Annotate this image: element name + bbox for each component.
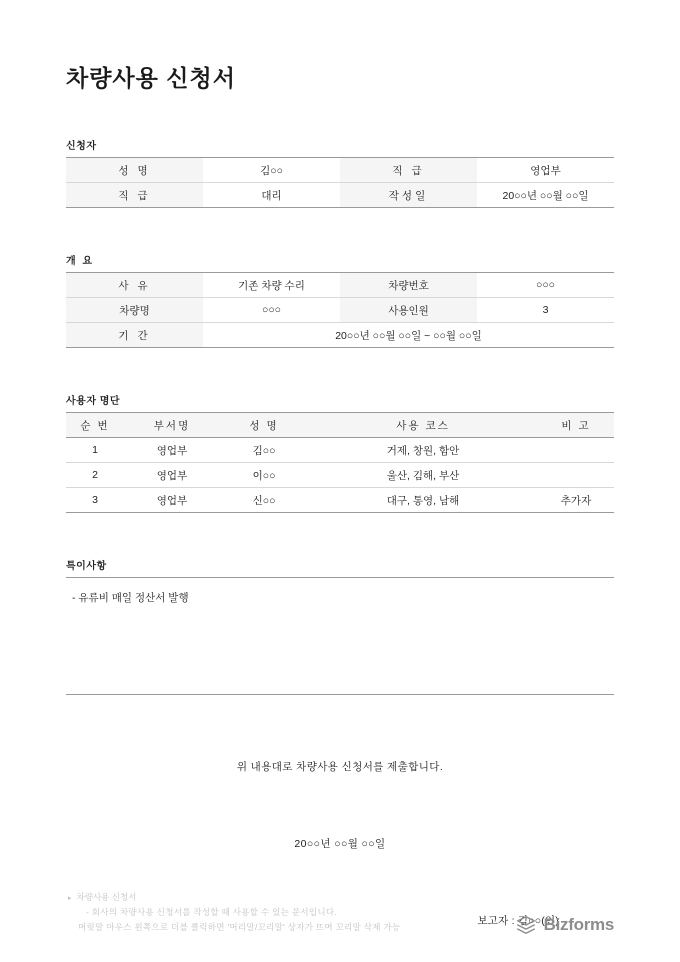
users-cell-course[interactable]: 울산, 김해, 부산 (308, 463, 538, 488)
table-row (66, 463, 614, 488)
brand-name: Bizforms (543, 915, 614, 934)
table-row (66, 158, 614, 183)
users-table (66, 412, 614, 513)
summary-carname-value[interactable]: ○○○ (203, 298, 340, 323)
notes-text: - 유류비 매일 정산서 발행 (72, 592, 189, 604)
section-label-notes: 특이사항 (66, 561, 107, 572)
applicant-rank-value[interactable]: 대리 (203, 183, 340, 208)
users-cell-name[interactable]: 신○○ (220, 488, 308, 513)
users-header-name: 성 명 (220, 413, 308, 438)
summary-reason-value[interactable]: 기존 차량 수리 (203, 273, 340, 298)
applicant-table (66, 157, 614, 208)
brand-logo-group (515, 910, 614, 940)
users-header-dept: 부서명 (124, 413, 220, 438)
document-content (66, 0, 614, 962)
table-row (66, 323, 614, 348)
summary-reason-label: 사 유 (66, 273, 203, 298)
signer-line: 보고자 : 김○○(인) (477, 915, 559, 927)
summary-period-label: 기 간 (66, 323, 203, 348)
summary-period-value[interactable]: 20○○년 ○○월 ○○일 ~ ○○월 ○○일 (203, 323, 614, 348)
users-cell-remark[interactable]: 추가자 (538, 488, 614, 513)
footer-line-1: ▸ 차량사용 신청서 (66, 890, 614, 905)
users-cell-seq[interactable]: 3 (66, 488, 124, 513)
applicant-writedate-label: 작성일 (340, 183, 477, 208)
users-cell-name[interactable]: 이○○ (220, 463, 308, 488)
users-cell-name[interactable]: 김○○ (220, 438, 308, 463)
summary-carname-label: 차량명 (66, 298, 203, 323)
bizforms-logo-icon (515, 914, 537, 936)
users-cell-remark[interactable] (538, 438, 614, 463)
users-cell-course[interactable]: 거제, 창원, 함안 (308, 438, 538, 463)
users-cell-dept[interactable]: 영업부 (124, 438, 220, 463)
applicant-rank-label-2: 직 급 (66, 183, 203, 208)
users-cell-course[interactable]: 대구, 통영, 남해 (308, 488, 538, 513)
section-label-users: 사용자 명단 (66, 396, 121, 407)
summary-platenumber-value[interactable]: ○○○ (477, 273, 614, 298)
page-title: 차량사용 신청서 (66, 65, 236, 91)
table-row (66, 183, 614, 208)
document-date: 20○○년 ○○월 ○○일 (294, 838, 386, 850)
table-row (66, 273, 614, 298)
users-cell-dept[interactable]: 영업부 (124, 488, 220, 513)
table-header-row (66, 413, 614, 438)
users-header-course: 사용 코스 (308, 413, 538, 438)
users-cell-seq[interactable]: 2 (66, 463, 124, 488)
summary-headcount-value[interactable]: 3 (477, 298, 614, 323)
table-row (66, 438, 614, 463)
applicant-rank-label-1: 직 급 (340, 158, 477, 183)
statement-text: 위 내용대로 차량사용 신청서를 제출합니다. (236, 761, 444, 773)
applicant-name-label: 성 명 (66, 158, 203, 183)
table-row (66, 488, 614, 513)
applicant-name-value[interactable]: 김○○ (203, 158, 340, 183)
footer-line-2: - 회사의 차량사용 신청서를 작성할 때 사용할 수 있는 문서입니다. (86, 907, 338, 918)
applicant-writedate-value[interactable]: 20○○년 ○○월 ○○일 (477, 183, 614, 208)
users-cell-seq[interactable]: 1 (66, 438, 124, 463)
notes-box[interactable] (66, 577, 614, 695)
summary-table (66, 272, 614, 348)
footer-notes (66, 890, 614, 935)
users-header-seq: 순 번 (66, 413, 124, 438)
section-label-applicant: 신청자 (66, 141, 97, 152)
table-row (66, 298, 614, 323)
footer-line-3: 머릿말 마우스 왼쪽으로 더블 클릭하면 '머리말/꼬리말' 상자가 뜨며 꼬리말 삭제 가능 (78, 922, 401, 933)
summary-platenumber-label: 차량번호 (340, 273, 477, 298)
applicant-dept-value[interactable]: 영업부 (477, 158, 614, 183)
users-cell-remark[interactable] (538, 463, 614, 488)
users-header-remark: 비 고 (538, 413, 614, 438)
users-cell-dept[interactable]: 영업부 (124, 463, 220, 488)
section-label-summary: 개 요 (66, 256, 95, 267)
summary-headcount-label: 사용인원 (340, 298, 477, 323)
